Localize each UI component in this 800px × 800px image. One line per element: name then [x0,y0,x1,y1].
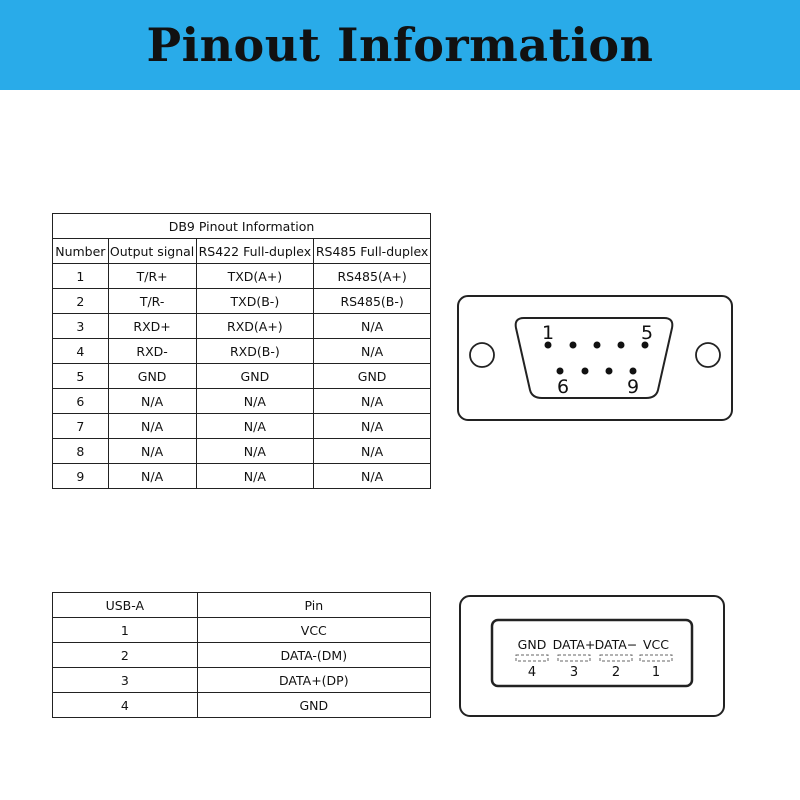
db9-table-cell: RXD- [108,339,196,364]
db9-connector-diagram [456,294,736,428]
db9-table-cell: N/A [196,389,314,414]
usb-contact [558,655,590,661]
db9-table-cell: N/A [314,464,431,489]
usb-signal-label: VCC [642,637,670,652]
db9-pin [594,342,601,349]
table-row [53,693,431,718]
db9-table-cell: N/A [108,414,196,439]
table-row [53,339,431,364]
db9-pin [557,368,564,375]
db9-header-cell: RS485 Full-duplex [314,239,431,264]
db9-table-cell: 7 [53,414,109,439]
table-row [53,643,431,668]
usb-pin-number: 2 [611,665,621,680]
usb-table-cell: DATA-(DM) [197,643,430,668]
db9-table-cell: 8 [53,439,109,464]
db9-table-cell: N/A [314,414,431,439]
db9-table-cell: TXD(A+) [196,264,314,289]
usb-pin-number: 1 [651,665,661,680]
db9-table-cell: 9 [53,464,109,489]
usb-header-cell: USB-A [53,593,198,618]
table-row [53,668,431,693]
usb-table-cell: DATA+(DP) [197,668,430,693]
usb-table-cell: 3 [53,668,198,693]
db9-table-cell: GND [314,364,431,389]
page-title: Pinout Information [146,18,654,72]
db9-table-cell: RS485(B-) [314,289,431,314]
db9-table-cell: GND [108,364,196,389]
db9-table-header [53,239,431,264]
db9-pinout-table [52,213,431,489]
db9-label-pin-1: 1 [542,322,555,344]
usb-signal-label: GND [517,637,547,652]
db9-table-cell: N/A [196,414,314,439]
db9-table-cell: N/A [108,389,196,414]
db9-table-cell: N/A [108,439,196,464]
table-row [53,364,431,389]
db9-table-cell: RXD(A+) [196,314,314,339]
db9-table-cell: 1 [53,264,109,289]
db9-pin [582,368,589,375]
db9-table-cell: N/A [196,464,314,489]
db9-table-cell: N/A [314,389,431,414]
db9-table-cell: TXD(B-) [196,289,314,314]
db9-pin [618,342,625,349]
usb-table-header [53,593,431,618]
db9-table-cell: N/A [314,314,431,339]
table-row [53,618,431,643]
db9-table-cell: RXD+ [108,314,196,339]
db9-header-cell: Number [53,239,109,264]
db9-table-cell: T/R+ [108,264,196,289]
db9-table-cell: RXD(B-) [196,339,314,364]
db9-left-screw-hole [470,343,494,367]
db9-table-cell: N/A [314,339,431,364]
db9-table-cell: N/A [108,464,196,489]
usb-signal-label: DATA− [594,637,638,652]
db9-table-cell: N/A [196,439,314,464]
db9-pin [570,342,577,349]
usb-table-cell: GND [197,693,430,718]
usb-contact [600,655,632,661]
usb-a-connector-diagram [458,594,728,724]
title-banner [0,0,800,90]
usb-port-opening [492,620,692,686]
db9-table-cell: 5 [53,364,109,389]
db9-table-cell: 2 [53,289,109,314]
usb-header-cell: Pin [197,593,430,618]
db9-table-cell: 4 [53,339,109,364]
db9-table-cell: N/A [314,439,431,464]
usb-table-cell: 1 [53,618,198,643]
usb-pin-number: 3 [569,665,579,680]
table-row [53,264,431,289]
usb-contact [516,655,548,661]
db9-pin [606,368,613,375]
table-row [53,464,431,489]
db9-header-cell: Output signal [108,239,196,264]
db9-table-cell: GND [196,364,314,389]
usb-table-cell: 2 [53,643,198,668]
db9-label-pin-6: 6 [557,376,570,398]
db9-table-cell: RS485(A+) [314,264,431,289]
table-row [53,389,431,414]
db9-table-cell: T/R- [108,289,196,314]
table-row [53,414,431,439]
usb-signal-label: DATA+ [552,637,596,652]
table-row [53,439,431,464]
db9-label-pin-5: 5 [641,322,654,344]
db9-label-pin-9: 9 [627,376,640,398]
db9-table-cell: 3 [53,314,109,339]
db9-pin [630,368,637,375]
db9-right-screw-hole [696,343,720,367]
db9-table-caption: DB9 Pinout Information [53,214,431,239]
usb-pinout-table [52,592,431,718]
usb-table-cell: 4 [53,693,198,718]
db9-header-cell: RS422 Full-duplex [196,239,314,264]
usb-contact [640,655,672,661]
db9-table-cell: 6 [53,389,109,414]
table-row [53,314,431,339]
table-row [53,289,431,314]
usb-pin-number: 4 [527,665,537,680]
usb-table-cell: VCC [197,618,430,643]
